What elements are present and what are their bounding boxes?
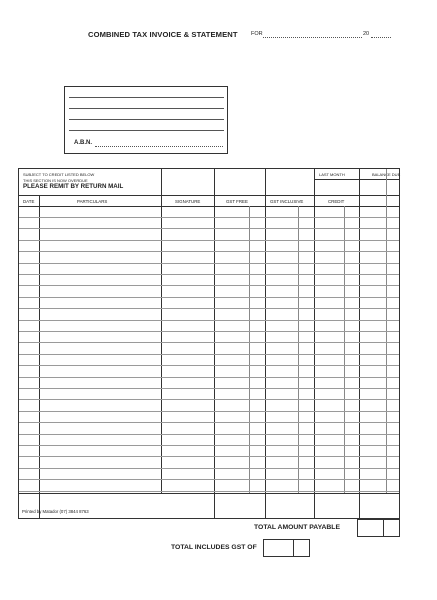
last-month-label: LAST MONTH	[319, 172, 345, 177]
ruled-line	[19, 434, 399, 435]
col-gst-free: GST FREE	[226, 199, 248, 204]
col-divider-credit	[359, 169, 360, 519]
ruled-line	[19, 377, 399, 378]
year-label: 20	[363, 31, 370, 37]
col-divider-signature	[214, 169, 215, 519]
col-divider-gst-free	[265, 169, 266, 519]
gst-total-field[interactable]	[263, 539, 310, 557]
last-month-divider	[314, 179, 400, 180]
cents-divider-credit	[344, 206, 345, 493]
cents-divider	[293, 540, 294, 556]
abn-label: A.B.N.	[74, 140, 92, 146]
ruled-line	[19, 228, 399, 229]
cents-divider-gst-inclusive	[298, 206, 299, 493]
ruled-line	[19, 365, 399, 366]
ruled-line	[19, 354, 399, 355]
address-box	[64, 86, 228, 154]
for-field-line	[263, 37, 362, 38]
ruled-line	[19, 251, 399, 252]
total-amount-payable-field[interactable]	[357, 519, 400, 537]
ruled-line	[19, 342, 399, 343]
col-divider-date	[39, 195, 40, 519]
header-bottom-rule	[19, 206, 399, 207]
abn-field-line	[95, 146, 223, 147]
statement-table	[18, 168, 400, 519]
ruled-line	[19, 217, 399, 218]
col-divider-gst-inclusive	[314, 169, 315, 519]
ruled-line	[19, 297, 399, 298]
ruled-line	[19, 422, 399, 423]
ruled-line	[19, 411, 399, 412]
address-line	[69, 97, 224, 98]
form-title: COMBINED TAX INVOICE & STATEMENT	[88, 30, 238, 39]
address-line	[69, 130, 224, 131]
col-signature: SIGNATURE	[175, 199, 201, 204]
ruled-line	[19, 479, 399, 480]
ruled-line	[19, 274, 399, 275]
ruled-line	[19, 445, 399, 446]
printer-credit: Printed by Matador (07) 3844 8763	[22, 509, 89, 514]
ruled-line	[19, 331, 399, 332]
ruled-line	[19, 320, 399, 321]
ruled-line	[19, 240, 399, 241]
ruled-line	[19, 388, 399, 389]
year-field-line	[371, 37, 391, 38]
total-amount-payable-label: TOTAL AMOUNT PAYABLE	[254, 524, 340, 531]
ruled-line	[19, 285, 399, 286]
ruled-line	[19, 263, 399, 264]
address-line	[69, 108, 224, 109]
col-credit: CREDIT	[328, 199, 345, 204]
ruled-line	[19, 468, 399, 469]
header-top-rule	[19, 195, 399, 196]
title-row	[0, 30, 437, 44]
remit-notice: PLEASE REMIT BY RETURN MAIL	[23, 183, 124, 190]
ruled-line	[19, 399, 399, 400]
ruled-area-bottom	[19, 493, 399, 494]
total-includes-gst-label: TOTAL INCLUDES GST OF	[171, 544, 257, 551]
col-particulars: PARTICULARS	[77, 199, 108, 204]
balance-due-label: BALANCE DUE	[372, 172, 401, 177]
cents-divider-gst-free	[249, 206, 250, 493]
ruled-line	[19, 308, 399, 309]
for-label: FOR	[251, 31, 263, 37]
col-gst-inclusive: GST INCLUSIVE	[270, 199, 304, 204]
ruled-line	[19, 456, 399, 457]
ruled-line	[19, 491, 399, 492]
address-line	[69, 119, 224, 120]
overdue-notice-1: SUBJECT TO CREDIT LISTED BELOW	[23, 172, 95, 177]
overdue-notice-2: THIS SECTION IS NOW OVERDUE	[23, 178, 88, 183]
col-date: DATE	[23, 199, 35, 204]
cents-divider	[383, 520, 384, 536]
